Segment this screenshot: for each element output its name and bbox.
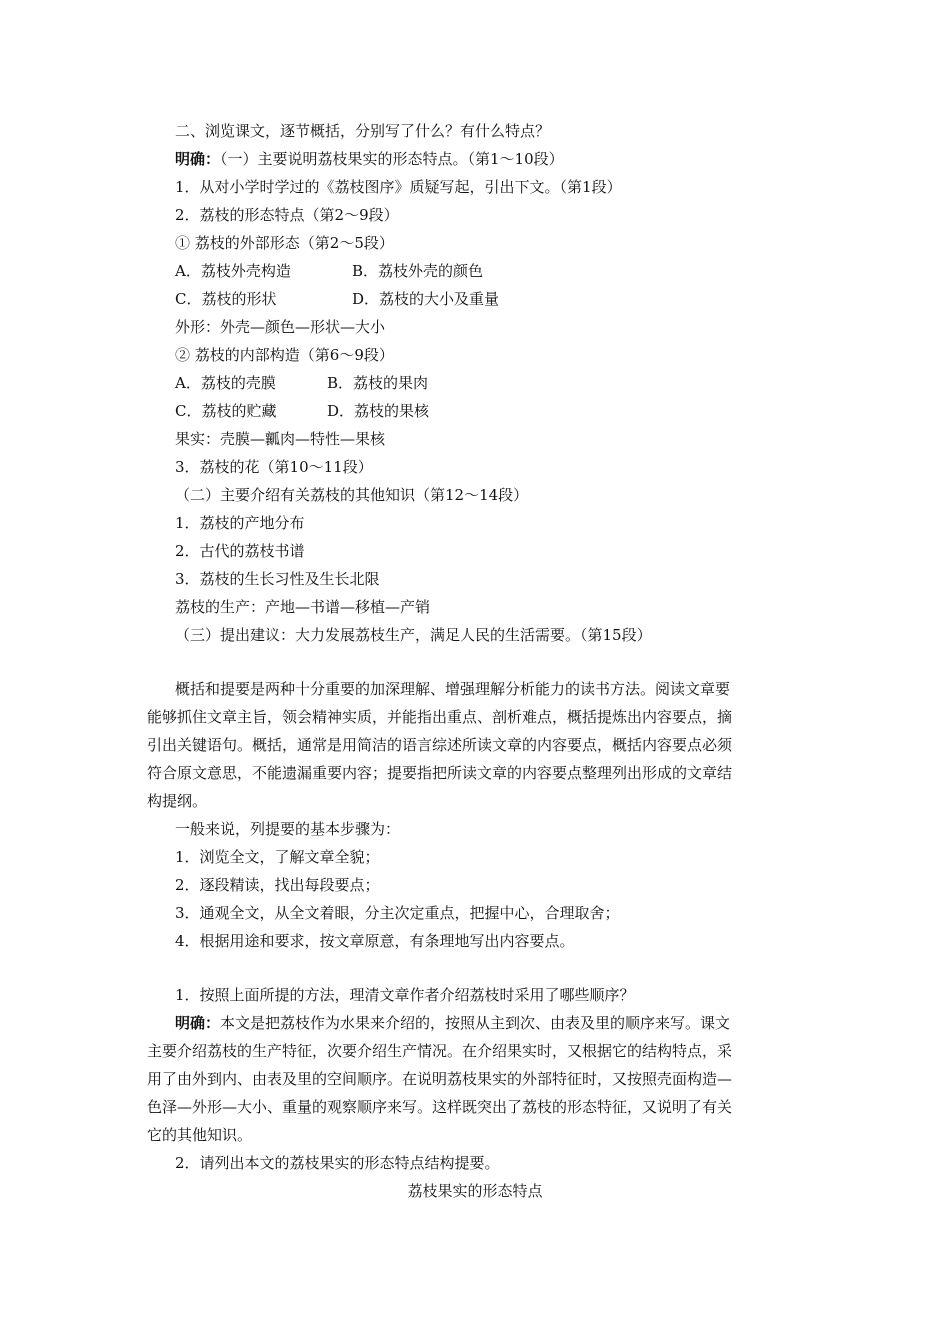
part3: （三）提出建议：大力发展荔枝生产，满足人民的生活需要。（第15段） bbox=[175, 626, 652, 644]
outline-sub2-a: A．荔枝的壳膜 bbox=[175, 374, 276, 392]
outline-item-3: 3．荔枝的花（第10～11段） bbox=[175, 458, 373, 476]
method-line-4: 符合原文意思，不能遗漏重要内容；提要指把所读文章的内容要点整理列出形成的文章结 bbox=[147, 764, 733, 782]
outline-sub1-summary: 外形：外壳—颜色—形状—大小 bbox=[175, 318, 386, 336]
centered-title: 荔枝果实的形态特点 bbox=[407, 1182, 543, 1200]
answer-label: 明确： bbox=[175, 150, 221, 168]
steps-intro: 一般来说，列提要的基本步骤为： bbox=[175, 820, 401, 838]
step-1: 1．浏览全文，了解文章全貌； bbox=[175, 848, 380, 866]
exercise-answer-first: 本文是把荔枝作为水果来介绍的，按照从主到次、由表及里的顺序来写。课文 bbox=[220, 1014, 731, 1032]
outline-item-2: 2．荔枝的形态特点（第2～9段） bbox=[175, 206, 399, 224]
part2-summary: 荔枝的生产：产地—书谱—移植—产销 bbox=[175, 598, 431, 616]
outline-sub1-a: A．荔枝外壳构造 bbox=[175, 262, 291, 280]
section-heading: 二、浏览课文，逐节概括，分别写了什么？有什么特点？ bbox=[175, 122, 551, 140]
method-line-1: 概括和提要是两种十分重要的加深理解、增强理解分析能力的读书方法。阅读文章要 bbox=[175, 680, 731, 698]
method-line-3: 引出关键语句。概括，通常是用简洁的语言综述所读文章的内容要点，概括内容要点必须 bbox=[147, 736, 733, 754]
part2-item-2: 2．古代的荔枝书谱 bbox=[175, 542, 305, 560]
part2-item-1: 1．荔枝的产地分布 bbox=[175, 514, 305, 532]
method-line-2: 能够抓住文章主旨，领会精神实质，并能指出重点、剖析难点，概括提炼出内容要点，摘 bbox=[147, 708, 733, 726]
outline-item-1: 1．从对小学时学过的《荔枝图序》质疑写起，引出下文。（第1段） bbox=[175, 178, 622, 196]
exercise-question-2: 2．请列出本文的荔枝果实的形态特点结构提要。 bbox=[175, 1154, 500, 1172]
outline-sub2-c: C．荔枝的贮藏 bbox=[175, 402, 277, 420]
outline-sub1-d: D．荔枝的大小及重量 bbox=[352, 290, 500, 308]
step-2: 2．逐段精读，找出每段要点； bbox=[175, 876, 380, 894]
exercise-answer-line-1 bbox=[175, 1013, 730, 1033]
outline-sub2-d: D．荔枝的果核 bbox=[327, 402, 430, 420]
exercise-answer-line-5: 它的其他知识。 bbox=[147, 1126, 253, 1144]
exercise-question-1: 1．按照上面所提的方法，理清文章作者介绍荔枝时采用了哪些顺序？ bbox=[175, 986, 635, 1004]
exercise-answer-label: 明确： bbox=[175, 1014, 221, 1032]
part1-intro: （一）主要说明荔枝果实的形态特点。（第1～10段） bbox=[220, 150, 564, 168]
part2-intro: （二）主要介绍有关荔枝的其他知识（第12～14段） bbox=[175, 486, 529, 504]
part2-item-3: 3．荔枝的生长习性及生长北限 bbox=[175, 570, 380, 588]
answer-line-1 bbox=[175, 149, 564, 169]
outline-sub-2: ② 荔枝的内部构造（第6～9段） bbox=[175, 346, 394, 364]
outline-sub2-b: B．荔枝的果肉 bbox=[327, 374, 429, 392]
method-line-5: 构提纲。 bbox=[147, 792, 208, 810]
outline-sub2-summary: 果实：壳膜—瓤肉—特性—果核 bbox=[175, 430, 386, 448]
outline-sub1-b: B．荔枝外壳的颜色 bbox=[352, 262, 484, 280]
step-3: 3．通观全文，从全文着眼，分主次定重点，把握中心，合理取舍； bbox=[175, 904, 620, 922]
exercise-answer-line-2: 主要介绍荔枝的生产特征，次要介绍生产情况。在介绍果实时，又根据它的结构特点，采 bbox=[147, 1042, 733, 1060]
exercise-answer-line-4: 色泽—外形—大小、重量的观察顺序来写。这样既突出了荔枝的形态特征，又说明了有关 bbox=[147, 1098, 733, 1116]
outline-sub-1: ① 荔枝的外部形态（第2～5段） bbox=[175, 234, 394, 252]
exercise-answer-line-3: 用了由外到内、由表及里的空间顺序。在说明荔枝果实的外部特征时，又按照壳面构造— bbox=[147, 1070, 733, 1088]
outline-sub1-c: C．荔枝的形状 bbox=[175, 290, 277, 308]
step-4: 4．根据用途和要求，按文章原意，有条理地写出内容要点。 bbox=[175, 932, 575, 950]
